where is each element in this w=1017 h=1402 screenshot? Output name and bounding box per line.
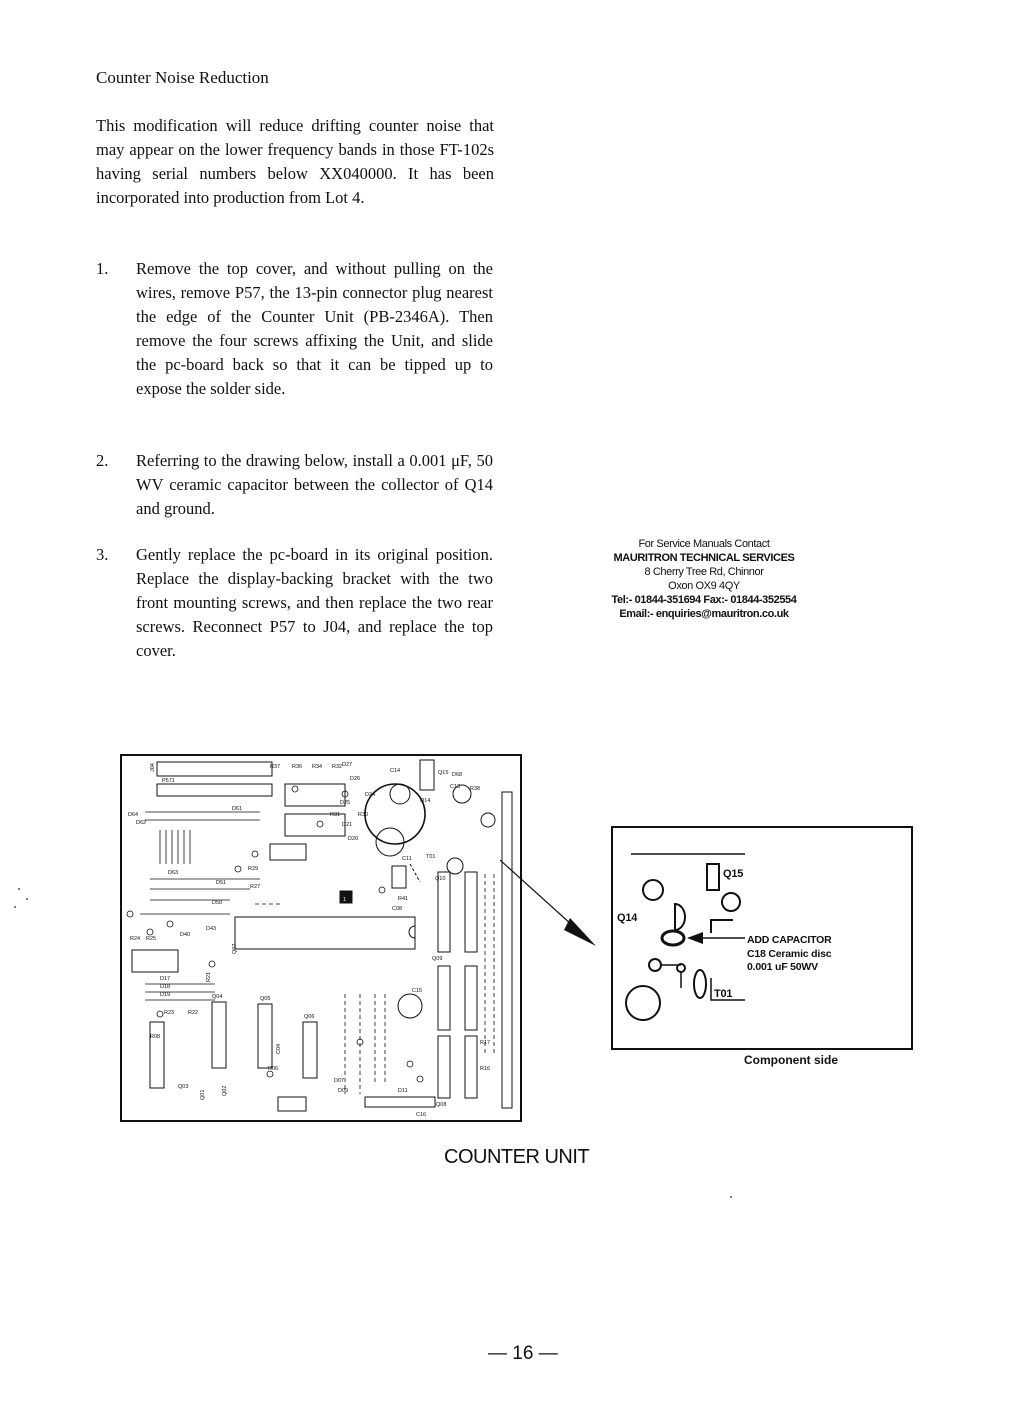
added-capacitor-c18 — [662, 931, 684, 945]
pcb-label-q06: Q06 — [304, 1014, 315, 1020]
contact-line-2: MAURITRON TECHNICAL SERVICES — [613, 552, 795, 564]
pcb-label-d64: D64 — [128, 812, 139, 818]
pointer-arrow — [500, 860, 600, 950]
pcb-label-r38: R38 — [470, 786, 481, 792]
pcb-label-d25: D25 — [340, 800, 351, 806]
pcb-label-r41: R41 — [398, 896, 409, 902]
step-1-number: 1. — [96, 259, 109, 278]
pcb-layout-drawing — [120, 754, 522, 1122]
pcb-label-r08: R08 — [150, 1034, 161, 1040]
pcb-label-ic-marker: 1 — [343, 897, 347, 903]
transistor-q10 — [447, 858, 463, 874]
pcb-label-p571: P571 — [162, 778, 175, 784]
pcb-label-d26: D26 — [350, 776, 361, 782]
pcb-label-c15: C15 — [412, 988, 423, 994]
pcb-label-r17: R17 — [480, 1040, 491, 1046]
scan-speck — [730, 1196, 732, 1198]
pcb-label-q10: Q10 — [435, 876, 446, 882]
pcb-label-d09: D09 — [338, 1088, 349, 1094]
label-q15: Q15 — [723, 868, 744, 880]
pcb-label-q09: Q09 — [432, 956, 443, 962]
component-block — [365, 1097, 435, 1107]
step-1 — [96, 257, 494, 427]
pcb-label-r31: R31 — [330, 812, 341, 818]
component-block — [132, 950, 178, 972]
pcb-label-r16: R16 — [480, 1066, 491, 1072]
pcb-label-c13: C13 — [450, 784, 461, 790]
pcb-label-t01: T01 — [426, 854, 436, 860]
connector-p571 — [157, 784, 272, 796]
label-capacitor-type: C18 Ceramic disc — [747, 948, 832, 960]
component-side-label: Component side — [744, 1053, 839, 1067]
q14-outline — [675, 904, 685, 930]
component-detail-box — [611, 826, 913, 1050]
pcb-label-r23: R23 — [164, 1010, 175, 1016]
pcb-label-d43: D43 — [206, 926, 217, 932]
pcb-label-d40: D40 — [180, 932, 191, 938]
page-number: — 16 — — [488, 1343, 558, 1364]
contact-line-5: Tel:- 01844-351694 Fax:- 01844-352554 — [611, 594, 797, 606]
pcb-label-r37: R37 — [270, 764, 281, 770]
contact-line-6: Email:- enquiries@mauritron.co.uk — [619, 608, 789, 620]
board-outline — [121, 755, 521, 1121]
ic-q05 — [258, 1004, 272, 1068]
pcb-label-d19: D19 — [160, 992, 171, 998]
step-1-text: Remove the top cover, and without pulling on the wires, remove P57, the 13-pin connector plug nearest the edge of the Counter Unit (PB-2346A). Then remove the four screws affixing the Unit, and slide the pc-board back so that it can be tipped up to expose the solder side. — [136, 259, 493, 398]
capacitor-c15 — [398, 994, 422, 1018]
pcb-label-q04: Q04 — [212, 994, 223, 1000]
capacitor-c11 — [376, 828, 404, 856]
contact-line-3: 8 Cherry Tree Rd, Chinnor — [644, 566, 764, 578]
component-block — [270, 844, 306, 860]
component-block — [278, 1097, 306, 1111]
q15-outline — [707, 864, 719, 890]
pcb-label-r34: R34 — [312, 764, 323, 770]
ic-b — [465, 966, 477, 1030]
label-t01: T01 — [714, 988, 733, 1000]
pcb-label-j04: J04 — [150, 763, 156, 772]
pcb-label-r22: R22 — [188, 1010, 199, 1016]
pcb-label-r29: R29 — [248, 866, 259, 872]
pcb-label-c11: C11 — [402, 856, 412, 862]
label-q14: Q14 — [617, 912, 638, 924]
scan-speck — [26, 898, 28, 900]
ic-c — [438, 1036, 450, 1098]
step-2 — [96, 449, 494, 524]
ic-q02 — [150, 1022, 164, 1088]
pcb-label-d07: D07 — [334, 1078, 345, 1084]
ic-q06 — [303, 1022, 317, 1078]
connector-j04 — [157, 762, 272, 776]
step-3-text: Gently replace the pc-board in its original position. Replace the display-backing bracket with the two front mounting screws, and then replace the two rear screws. Reconnect P57 to J04, and replace the top cover. — [136, 545, 493, 660]
pcb-label-d62: D62 — [136, 820, 147, 826]
transistor-c14 — [481, 813, 495, 827]
pcb-label-r25: R25 — [146, 936, 157, 942]
component-q15 — [420, 760, 434, 790]
step-3-number: 3. — [96, 545, 109, 564]
contact-line-1: For Service Manuals Contact — [638, 538, 770, 550]
pcb-label-q03: Q03 — [178, 1084, 189, 1090]
label-capacitor-value: 0.001 uF 50WV — [747, 961, 818, 973]
pcb-label-d21: D21 — [342, 822, 353, 828]
pcb-label-c08: C08 — [392, 906, 403, 912]
scan-speck — [14, 906, 16, 908]
pcb-label-d11: D11 — [398, 1088, 408, 1094]
step-2-text: Referring to the drawing below, install a 0.001 μF, 50 WV ceramic capacitor between the collector of Q14 and ground. — [136, 451, 493, 518]
counter-ic — [235, 917, 415, 949]
step-3 — [96, 543, 494, 663]
pcb-label-d68: D68 — [452, 772, 463, 778]
pcb-label-q08: Q08 — [436, 1102, 447, 1108]
edge-connector — [502, 792, 512, 1108]
intro-paragraph: This modification will reduce drifting counter noise that may appear on the lower frequency bands in those FT-102s having serial numbers below XX040000. It has been incorporated into production from Lot 4. — [96, 116, 494, 207]
pcb-label-r24: R24 — [130, 936, 141, 942]
section-heading: Counter Noise Reduction — [96, 68, 269, 87]
pcb-label-r06: R06 — [268, 1066, 279, 1072]
pcb-label-d50: D50 — [212, 900, 223, 906]
ic-d — [465, 1036, 477, 1098]
contact-line-4: Oxon OX9 4QY — [668, 580, 740, 592]
pcb-label-d51: D51 — [216, 880, 227, 886]
pcb-label-r27: R27 — [250, 884, 261, 890]
pcb-label-q01: Q01 — [200, 1089, 206, 1100]
pcb-label-d17: D17 — [160, 976, 171, 982]
pcb-label-d20: D20 — [348, 836, 359, 842]
figure-caption: COUNTER UNIT — [444, 1146, 590, 1168]
pcb-label-d63: D63 — [168, 870, 179, 876]
component-block — [392, 866, 406, 888]
pcb-label-c14: C14 — [390, 768, 401, 774]
pcb-label-q14: Q14 — [420, 798, 431, 804]
step-2-number: 2. — [96, 451, 109, 470]
ic-q05b — [465, 872, 477, 952]
pcb-label-d24: D24 — [365, 792, 376, 798]
label-add-capacitor: ADD CAPACITOR — [747, 934, 832, 946]
pcb-label-r32: R32 — [332, 764, 343, 770]
ic-a — [438, 966, 450, 1030]
arrow-icon — [687, 932, 703, 944]
pcb-label-r36: R36 — [292, 764, 303, 770]
pcb-label-c04: C04 — [276, 1043, 282, 1054]
pcb-label-q02: Q02 — [222, 1085, 228, 1096]
pcb-label-d27: D27 — [342, 762, 353, 768]
service-contact-stamp — [604, 537, 804, 621]
scan-speck — [18, 888, 20, 890]
pcb-label-d61: D61 — [232, 806, 243, 812]
pcb-label-q15: Q15 — [438, 770, 449, 776]
ic-q04 — [212, 1002, 226, 1068]
pcb-label-r21: R21 — [206, 971, 212, 982]
component-block — [285, 784, 345, 806]
pcb-label-r30: R30 — [358, 812, 369, 818]
pcb-label-d18: D18 — [160, 984, 171, 990]
pcb-label-c16: C16 — [416, 1112, 427, 1118]
pcb-label-q07: Q07 — [232, 943, 238, 954]
pcb-label-q05: Q05 — [260, 996, 271, 1002]
ic-q09 — [438, 872, 450, 952]
